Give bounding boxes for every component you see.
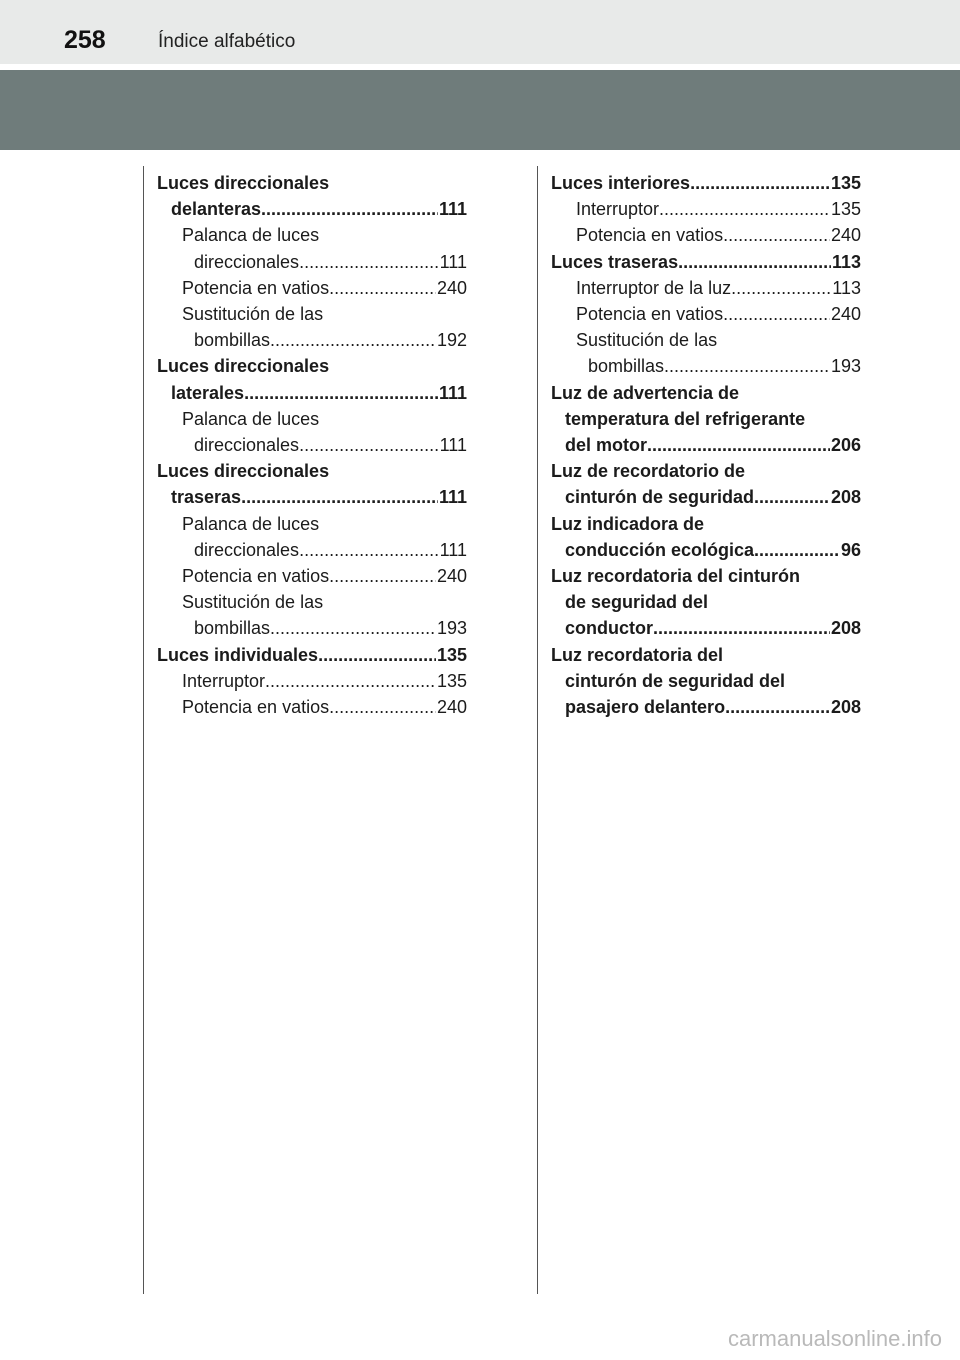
index-entry — [551, 249, 861, 275]
index-entry — [157, 668, 467, 694]
index-entry-text: Sustitución de las — [182, 592, 324, 613]
index-entry-text: Luz indicadora de — [551, 513, 705, 534]
dot-leader — [690, 170, 830, 196]
index-entry — [157, 275, 467, 301]
index-entry-text: laterales — [171, 382, 245, 403]
index-entry-page: 193 — [830, 356, 861, 377]
index-entry-text: temperatura del refrigerante — [565, 408, 806, 429]
index-column-right — [551, 170, 861, 720]
index-entry-page: 240 — [830, 225, 861, 246]
index-entry-text: Luces traseras — [551, 251, 679, 272]
index-entry-page: 111 — [439, 251, 467, 272]
watermark: carmanualsonline.info — [727, 1326, 942, 1351]
dot-leader — [329, 563, 436, 589]
index-entry — [157, 563, 467, 589]
index-entry-text: conductor — [565, 618, 653, 639]
index-entry — [157, 537, 467, 563]
index-entry-text: cinturón de seguridad — [565, 487, 755, 508]
index-entry-text: Sustitución de las — [576, 330, 718, 351]
page-number: 258 — [64, 26, 106, 54]
dot-leader — [265, 668, 436, 694]
dot-leader — [261, 196, 438, 222]
index-entry — [551, 222, 861, 248]
index-entry — [551, 484, 861, 510]
index-entry-page: 111 — [439, 435, 467, 456]
header-band — [0, 70, 960, 150]
left-column-divider — [143, 166, 144, 1294]
index-entry-text: traseras — [171, 487, 242, 508]
index-entry — [157, 406, 467, 432]
dot-leader — [329, 275, 436, 301]
dot-leader — [318, 642, 436, 668]
index-entry-text: direccionales — [194, 251, 300, 272]
index-entry-text: Luz recordatoria del cinturón — [551, 566, 801, 587]
index-entry — [551, 432, 861, 458]
dot-leader — [659, 196, 830, 222]
index-entry-text: Potencia en vatios — [182, 697, 330, 718]
index-entry — [551, 563, 861, 589]
index-entry — [157, 196, 467, 222]
index-entry — [157, 589, 467, 615]
index-entry-page: 111 — [438, 199, 467, 220]
index-entry-text: Luces direccionales — [157, 356, 330, 377]
index-entry — [551, 301, 861, 327]
index-entry-text: Luces interiores — [551, 173, 691, 193]
dot-leader — [723, 222, 830, 248]
index-entry-page: 208 — [830, 618, 861, 639]
index-entry — [551, 511, 861, 537]
dot-leader — [647, 432, 830, 458]
index-entry — [551, 170, 861, 196]
index-entry — [551, 353, 861, 379]
index-entry — [157, 353, 467, 379]
index-entry-text: conducción ecológica — [565, 539, 755, 560]
index-entry-page: 208 — [830, 487, 861, 508]
dot-leader — [329, 694, 436, 720]
index-entry-page: 240 — [436, 566, 467, 587]
index-entry — [551, 380, 861, 406]
index-entry-page: 135 — [436, 670, 467, 691]
index-entry-page: 240 — [436, 697, 467, 718]
index-entry — [551, 458, 861, 484]
index-entry — [157, 511, 467, 537]
index-entry-text: direccionales — [194, 435, 300, 456]
index-entry-text: Potencia en vatios — [576, 304, 724, 325]
index-entry-page: 113 — [831, 251, 861, 272]
index-entry — [157, 458, 467, 484]
header-bar — [0, 0, 960, 64]
index-entry-text: de seguridad del — [565, 592, 709, 613]
index-entry-page: 206 — [830, 435, 861, 456]
index-entry-text: Potencia en vatios — [182, 566, 330, 587]
index-entry-text: Palanca de luces — [182, 225, 320, 246]
index-entry-text: Interruptor de la luz — [576, 277, 732, 298]
index-entry-text: Luces individuales — [157, 644, 319, 665]
index-entry-text: del motor — [565, 435, 648, 456]
index-entry-text: cinturón de seguridad del — [565, 670, 786, 691]
index-entry-text: Luz de recordatorio de — [551, 461, 746, 482]
index-entry-text: Luz recordatoria del — [551, 644, 724, 665]
dot-leader — [299, 537, 439, 563]
dot-leader — [244, 380, 438, 406]
dot-leader — [754, 537, 840, 563]
index-entry — [157, 484, 467, 510]
index-entry-page: 240 — [830, 304, 861, 325]
index-entry-text: Interruptor — [182, 670, 266, 691]
dot-leader — [754, 484, 830, 510]
index-entry-text: bombillas — [194, 618, 271, 639]
index-entry — [551, 196, 861, 222]
index-entry-page: 240 — [436, 277, 467, 298]
index-entry — [551, 275, 861, 301]
index-entry-text: Luz de advertencia de — [551, 382, 740, 403]
dot-leader — [653, 615, 830, 641]
index-entry-page: 111 — [438, 382, 467, 403]
right-column-divider — [537, 166, 538, 1294]
dot-leader — [241, 484, 438, 510]
index-entry-text: pasajero delantero — [565, 697, 726, 718]
index-entry-text: Luces direccionales — [157, 173, 330, 193]
index-entry-page: 193 — [436, 618, 467, 639]
index-entry-text: Sustitución de las — [182, 304, 324, 325]
index-entry — [551, 406, 861, 432]
dot-leader — [723, 301, 830, 327]
index-entry — [551, 327, 861, 353]
dot-leader — [731, 275, 831, 301]
index-entry-page: 113 — [832, 277, 861, 298]
dot-leader — [299, 432, 439, 458]
dot-leader — [270, 327, 436, 353]
index-entry-text: Palanca de luces — [182, 513, 320, 534]
section-title: Índice alfabético — [158, 31, 296, 52]
index-entry — [551, 589, 861, 615]
index-entry-page: 111 — [438, 487, 467, 508]
index-entry-text: Palanca de luces — [182, 408, 320, 429]
index-entry-page: 208 — [830, 697, 861, 718]
index-entry-page: 96 — [840, 539, 861, 560]
index-entry-page: 111 — [439, 539, 467, 560]
index-entry — [157, 432, 467, 458]
index-entry — [551, 615, 861, 641]
index-entry — [551, 642, 861, 668]
index-column-left — [157, 170, 467, 720]
index-entry — [157, 327, 467, 353]
index-entry-text: Potencia en vatios — [576, 225, 724, 246]
dot-leader — [725, 694, 830, 720]
index-entry-text: Interruptor — [576, 199, 660, 220]
index-entry-page: 135 — [436, 644, 467, 665]
index-entry-text: delanteras — [171, 199, 262, 220]
dot-leader — [678, 249, 831, 275]
index-entry-text: Potencia en vatios — [182, 277, 330, 298]
index-entry — [157, 642, 467, 668]
index-entry-page: 135 — [830, 173, 861, 193]
index-entry — [157, 249, 467, 275]
index-entry — [157, 615, 467, 641]
index-entry — [157, 170, 467, 196]
index-entry-text: direccionales — [194, 539, 300, 560]
dot-leader — [664, 353, 830, 379]
index-entry-page: 135 — [830, 199, 861, 220]
index-entry — [551, 668, 861, 694]
index-entry — [157, 301, 467, 327]
dot-leader — [270, 615, 436, 641]
index-entry — [157, 694, 467, 720]
index-entry-text: bombillas — [588, 356, 665, 377]
dot-leader — [299, 249, 439, 275]
index-entry-text: Luces direccionales — [157, 461, 330, 482]
index-entry — [551, 537, 861, 563]
index-entry — [157, 380, 467, 406]
index-entry-page: 192 — [436, 330, 467, 351]
index-entry-text: bombillas — [194, 330, 271, 351]
index-entry — [157, 222, 467, 248]
index-entry — [551, 694, 861, 720]
